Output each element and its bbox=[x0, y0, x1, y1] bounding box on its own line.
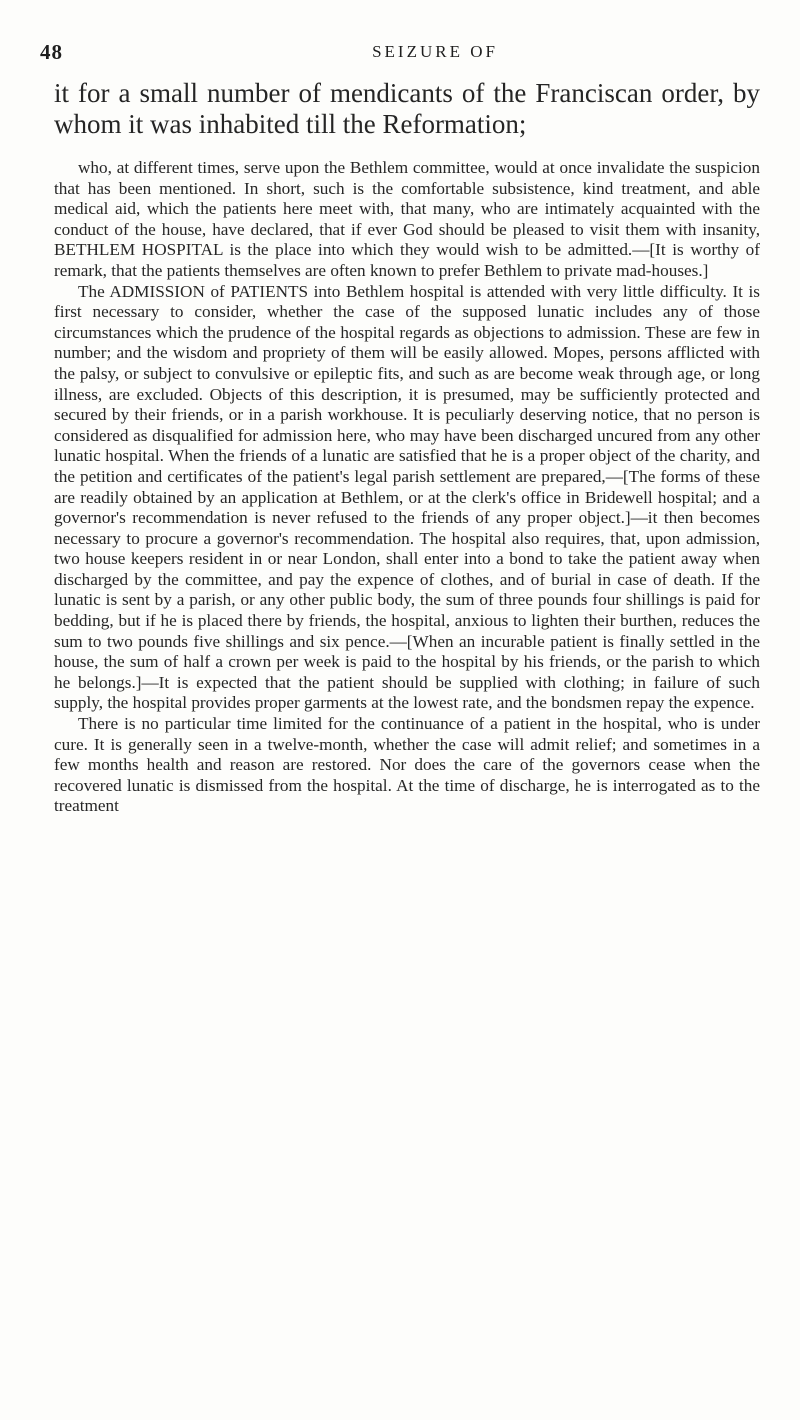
document-page bbox=[40, 40, 760, 817]
paragraph-continuance: There is no particular time limited for the continuance of a patient in the hospital, who is under cure. It is generally seen in a twelve-month, whether the case will admit relief; and sometimes in a few months health and reason are restored. Nor does the care of the governors cease when the recovered lunatic is dismissed from the hospital. At the time of discharge, he is interrogated as to the treatment bbox=[54, 714, 760, 816]
lead-paragraph: it for a small number of mendicants of the Franciscan order, by whom it was inhabited till the Reformation; bbox=[54, 78, 760, 139]
running-head bbox=[40, 40, 760, 70]
running-title: SEIZURE OF bbox=[372, 42, 498, 61]
paragraph-admission: The ADMISSION of PATIENTS into Bethlem hospital is attended with very little difficulty. It is first necessary to consider, whether the case of the supposed lunatic includes any of those circumstances which the prudence of the hospital regards as objections to admission. These are few in number; and the wisdom and propriety of them will be easily allowed. Mopes, persons afflicted with the palsy, or subject to convulsive or epileptic fits, and such as are become weak through age, or long illness, are excluded. Objects of this description, it is presumed, may be sufficiently protected and secured by their friends, or in a parish workhouse. It is peculiarly deserving notice, that no person is considered as disqualified for admission here, who may have been discharged uncured from any other lunatic hospital. When the friends of a lunatic are satisfied that he is a proper object of the charity, and the petition and certificates of the patient's legal parish settlement are prepared,—[The forms of these are readily obtained by an application at Bethlem, or at the clerk's office in Bridewell hospital; and a governor's recommendation is never refused to the friends of any proper object.]—it then becomes necessary to procure a governor's recommendation. The hospital also requires, that, upon admission, two house keepers resident in or near London, shall enter into a bond to take the patient away when discharged by the committee, and pay the expence of clothes, and of burial in case of death. If the lunatic is sent by a parish, or any other public body, the sum of three pounds four shillings is paid for bedding, but if he is placed there by friends, the hospital, anxious to lighten their burthen, reduces the sum to two pounds five shillings and six pence.—[When an incurable patient is finally settled in the house, the sum of half a crown per week is paid to the hospital by his friends, or the parish to which he belongs.]—It is expected that the patient should be supplied with clothing; in failure of such supply, the hospital provides proper garments at the lowest rate, and the bondsmen repay the expence. bbox=[54, 281, 760, 713]
paragraph-committee: who, at different times, serve upon the Bethlem committee, would at once invalidate the suspicion that has been mentioned. In short, such is the comfortable subsistence, kind treatment, and able medical aid, which the patients here meet with, that many, who are intimately acquainted with the conduct of the house, have declared, that if ever God should be pleased to visit them with insanity, BETHLEM HOSPITAL is the place into which they would wish to be admitted.—[It is worthy of remark, that the patients themselves are often known to prefer Bethlem to private mad-houses.] bbox=[54, 158, 760, 280]
page-number: 48 bbox=[40, 40, 63, 64]
